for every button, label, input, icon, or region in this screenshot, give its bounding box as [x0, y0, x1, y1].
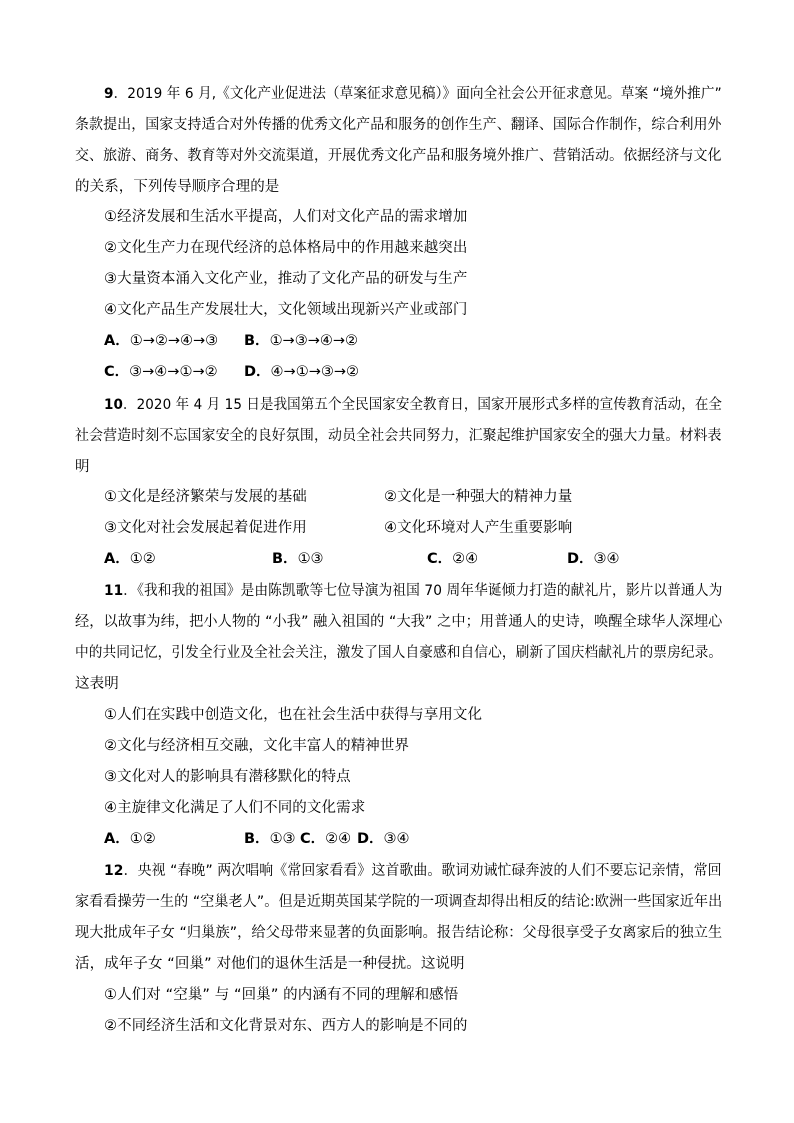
question-stem-line: 现大批成年子女 “归巢族”，给父母带来显著的负面影响。报告结论称：父母很享受子女离家后的独立生: [75, 925, 723, 941]
question-stem-line: 明: [75, 459, 90, 475]
statement-option: ②不同经济生活和文化背景对东、西方人的影响是不同的: [104, 1018, 468, 1034]
question-number: 11: [104, 583, 124, 599]
question-stem-line: 中的共同记忆，引发全行业及全社会关注，激发了国人自豪感和自信心，刷新了国庆档献礼片的票房纪录。: [75, 645, 723, 661]
question-number: 12: [104, 863, 124, 879]
question-number: 10: [104, 397, 123, 413]
question-stem-line: 这表明: [75, 676, 119, 692]
question-stem-line: 9．2019 年 6 月,《文化产业促进法（草案征求意见稿）》面向全社会公开征求意见。草案 “境外推广”: [104, 86, 722, 102]
answer-choice-a: A．①②: [104, 831, 156, 847]
answer-choice-b: B．①→③→④→②: [244, 333, 359, 349]
statement-option: ②文化是一种强大的精神力量: [384, 489, 573, 505]
answer-choice-c: C．②④: [427, 551, 479, 567]
question-stem-line: 的关系，下列传导顺序合理的是: [75, 179, 280, 195]
statement-option: ④文化环境对人产生重要影响: [384, 520, 573, 536]
statement-option: ①文化是经济繁荣与发展的基础: [104, 489, 307, 505]
statement-option: ③大量资本涌入文化产业，推动了文化产品的研发与生产: [104, 271, 468, 287]
statement-option: ①经济发展和生活水平提高，人们对文化产品的需求增加: [104, 209, 468, 225]
answer-choice-a: A．①→②→④→③: [104, 333, 219, 349]
answer-choice-c: C．②④: [300, 831, 352, 847]
question-stem-line: 活，成年子女 “回巢” 对他们的退休生活是一种侵扰。这说明: [75, 956, 465, 972]
statement-option: ①人们在实践中创造文化，也在社会生活中获得与享用文化: [104, 707, 483, 723]
statement-option: ④文化产品生产发展壮大，文化领域出现新兴产业或部门: [104, 302, 468, 318]
answer-choice-d: D．③④: [567, 551, 620, 567]
question-stem-line: 条款提出，国家支持适合对外传播的优秀文化产品和服务的创作生产、翻译、国际合作制作，综合利用外: [75, 117, 722, 133]
answer-choice-b: B．①③: [244, 831, 296, 847]
question-stem-line: 家看看操劳一生的 “空巢老人”。但是近期英国某学院的一项调查却得出相反的结论:欧洲一些国家近年出: [75, 894, 723, 910]
question-stem-line: 经，以故事为纬，把小人物的 “小我” 融入祖国的 “大我” 之中；用普通人的史诗，唤醒全球华人深埋心: [75, 614, 723, 630]
question-stem-line: 社会营造时刻不忘国家安全的良好氛围，动员全社会共同努力，汇聚起维护国家安全的强大力量。材料表: [75, 428, 722, 444]
answer-choice-d: D．③④: [357, 831, 410, 847]
answer-choice-b: B．①③: [272, 551, 324, 567]
statement-option: ④主旋律文化满足了人们不同的文化需求: [104, 800, 366, 816]
question-stem-line: 12．央视 “春晚” 两次唱响《常回家看看》这首歌曲。歌词劝诫忙碌奔波的人们不要忘记亲情，常回: [104, 863, 722, 879]
statement-option: ②文化与经济相互交融，文化丰富人的精神世界: [104, 738, 410, 754]
statement-option: ③文化对社会发展起着促进作用: [104, 520, 307, 536]
question-stem-line: 交、旅游、商务、教育等对外交流渠道，开展优秀文化产品和服务境外推广、营销活动。依据经济与文化: [75, 148, 722, 164]
answer-choice-d: D．④→①→③→②: [244, 364, 359, 380]
answer-choice-a: A．①②: [104, 551, 156, 567]
question-stem-line: 10．2020 年 4 月 15 日是我国第五个全民国家安全教育日，国家开展形式多样的宣传教育活动，在全: [104, 397, 722, 413]
statement-option: ②文化生产力在现代经济的总体格局中的作用越来越突出: [104, 240, 468, 256]
statement-option: ③文化对人的影响具有潜移默化的特点: [104, 769, 351, 785]
question-stem-line: 11．《我和我的祖国》是由陈凯歌等七位导演为祖国 70 周年华诞倾力打造的献礼片，影片以普通人为: [104, 583, 723, 599]
answer-choice-c: C．③→④→①→②: [104, 364, 218, 380]
statement-option: ①人们对 “空巢” 与 “回巢” 的内涵有不同的理解和感悟: [104, 987, 459, 1003]
question-number: 9: [104, 86, 114, 102]
